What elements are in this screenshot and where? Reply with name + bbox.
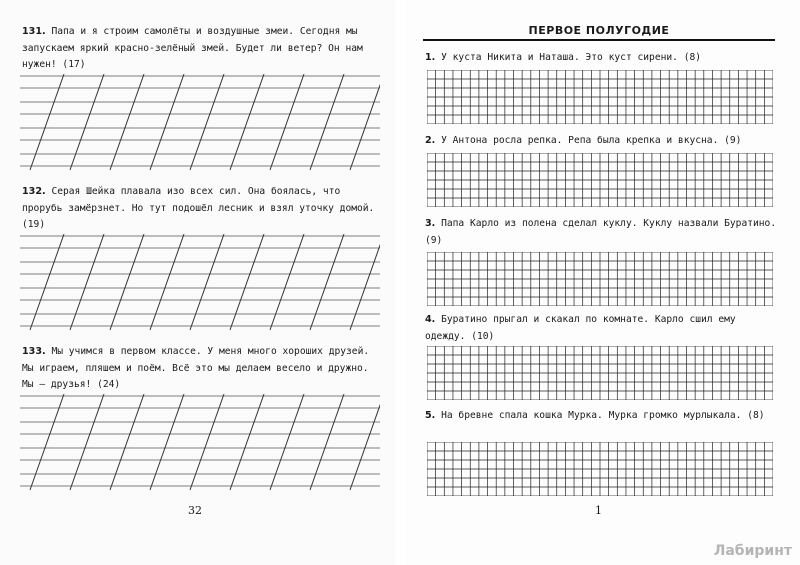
grid-cells (427, 153, 773, 207)
grid-1[interactable] (427, 70, 773, 124)
task-text: Папа и я строим самолёты и воздушные змеи. Сегодня мы запускаем яркий красно-зелёный змей. Будет ли ветер? Он нам нужен! (17) (22, 26, 363, 70)
grid-cells (427, 70, 773, 124)
labirint-watermark: Лабиринт (713, 543, 792, 559)
writing-lines-133[interactable] (20, 394, 380, 490)
task-number: 1. (425, 52, 436, 63)
task-text: У куста Никита и Наташа. Это куст сирени. (8) (441, 52, 702, 63)
slant-line (190, 74, 224, 170)
slant-line (230, 74, 264, 170)
task-number: 132. (22, 186, 46, 197)
task-number: 5. (425, 410, 436, 421)
task-text: У Антона росла репка. Репа была крепка и вкусна. (9) (441, 135, 742, 146)
writing-lines-131[interactable] (20, 74, 380, 170)
page-number-left: 32 (188, 504, 202, 517)
grid-2[interactable] (427, 153, 773, 207)
task-number: 131. (22, 26, 46, 37)
page-number-right: 1 (595, 504, 602, 517)
slant-line (270, 74, 304, 170)
grid-cells (427, 346, 773, 400)
slant-line (110, 74, 144, 170)
slant-line (70, 74, 104, 170)
task-text: Папа Карло из полена сделал куклу. Куклу назвали Буратино. (9) (425, 218, 777, 246)
slant-line (350, 74, 380, 170)
slant-line (150, 74, 184, 170)
line-set (20, 394, 380, 490)
task-132 (22, 184, 377, 234)
task-133 (22, 344, 377, 394)
task-text: Буратино прыгал и скакал по комнате. Карло сшил ему одежду. (10) (425, 314, 736, 342)
section-header: ПЕРВОЕ ПОЛУГОДИЕ (423, 24, 775, 41)
task-number: 4. (425, 314, 436, 325)
task-text: На бревне спала кошка Мурка. Мурка громко мурлыкала. (8) (441, 410, 765, 421)
task-131 (22, 24, 377, 74)
grid-cells (427, 252, 773, 306)
grid-cells (427, 442, 773, 496)
slant-line (30, 74, 64, 170)
task-3 (425, 216, 777, 249)
task-2 (425, 133, 777, 150)
task-number: 3. (425, 218, 436, 229)
task-4 (425, 312, 777, 345)
task-number: 2. (425, 135, 436, 146)
right-page (405, 0, 800, 565)
left-page (0, 0, 395, 565)
slant-line (310, 74, 344, 170)
line-set (20, 234, 380, 330)
grid-4[interactable] (427, 346, 773, 400)
task-text: Мы учимся в первом классе. У меня много хороших друзей. Мы играем, пляшем и поём. Всё это мы делаем весело и дружно. Мы — друзья! (24) (22, 346, 370, 390)
writing-lines-132[interactable] (20, 234, 380, 330)
line-set (20, 74, 380, 170)
grid-5[interactable] (427, 442, 773, 496)
task-number: 133. (22, 346, 46, 357)
task-5 (425, 408, 777, 425)
task-text: Серая Шейка плавала изо всех сил. Она боялась, что прорубь замёрзнет. Но тут подошёл лесник и взял уточку домой. (19) (22, 186, 375, 230)
task-1 (425, 50, 777, 67)
grid-3[interactable] (427, 252, 773, 306)
